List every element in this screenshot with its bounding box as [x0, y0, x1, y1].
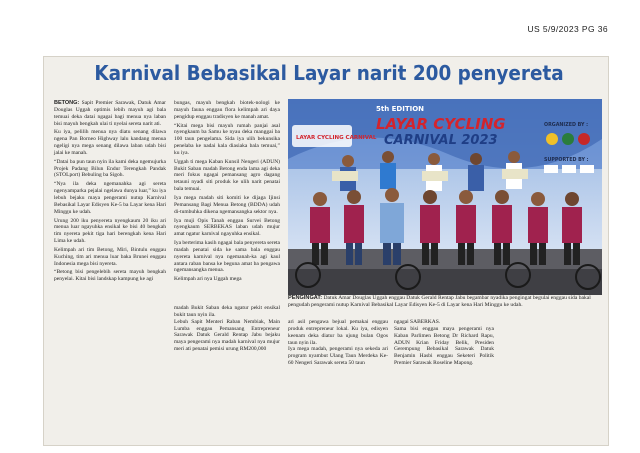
paragraph: “Kitai mega bisi mayuh rumah panjai asal nyengkaum ba Samu ke nyau deka manggai ba 100 taun pengelama. Sida iya ulih bekunsika penelaba ke nadai kala diasiaka bala temuai,” ku iya.	[174, 122, 280, 156]
organized-by-label: ORGANIZED BY :	[544, 123, 589, 128]
paragraph: “Nya ila deka ngemanahka agi sereta ngenyamparka pejalai ngelawa dunya luar,” ku iya lebuh bejaku maya pengerami nutup Karnival Bebasikal Layar Edisyen Ke-5 ba Layar kena Hari Minggu ke udah.	[54, 181, 166, 215]
event-logo: LAYAR CYCLING CARNIVAL	[296, 135, 377, 141]
paragraph: “Datai ba pun taun nyin ila kami deka ngemujurka Projek Padang Bilun Endur Terengkah Pandak (STOLport) Bebuling ba Sigoh.	[54, 158, 166, 179]
sponsor-logo	[546, 133, 558, 145]
paragraph: Kelimpah ari nya Uggah mega	[174, 276, 242, 283]
paragraph: bungas, mayuh bengkah biotek-nologi ke mayuh fauna enggau flora kelimpah ari daya pengidup enggau tradisyen ke manah amat.	[174, 100, 280, 120]
caption-text: Datuk Amar Douglas Uggah enggau Datuk Gerald Rentap Jabu begambar nyadika pengingat begulai enggau sida bakal pengudah pengerami nutup Karnival Bebasikal Layar Edisyen Ke-5 di Layar kena Hari Minggu ke udah.	[288, 295, 591, 308]
paragraph: Ku iya, pelilih menua nya diatu senang dilawa ngena Pan Borneo Highway lalu kandang menua ngeligi nya mega senang dilawa laban udah bisi jalai ke manah.	[54, 129, 166, 156]
event-photo	[288, 99, 602, 295]
paragraph: Kelimpah ari tim Betong, Miri, Bintulu enggau Kuching, tim ari menua luar baka Brunei enggau Indonesia mega bisi nyereta.	[54, 246, 166, 267]
paragraph: Uggah ti mega Kaban Kunsil Nengeri (ADUN) Bukit Saban madah Betong enda lama agi deka meri fokus ngagai pemansang agro dagang tetauni nyadi siti produk ke ulih narit penatai bala temuai.	[174, 158, 280, 193]
paragraph: Iya berterima kasih ngagai bala penyereta sereta madah penatai sida ke sama bala enggau nyereta karnival nya ngemanah-ka agi kaul antara raban bansa ke beguna amat ba pengawa ngemansangka menua.	[174, 240, 280, 274]
article-column-1	[54, 100, 166, 285]
event-title-line2: CARNIVAL 2023	[384, 133, 498, 148]
sponsor-logo	[578, 133, 590, 145]
event-title-line1: LAYAR CYCLING	[376, 115, 506, 133]
paragraph: Iya mega madah siti komiti ke dijaga Ijinsi Pemansang Bagi Menua Betong (BDDA) udah di-tumbuhka dikena ngemansangka sektor nya.	[174, 194, 280, 215]
dateline: BETONG:	[54, 100, 80, 106]
paragraph: Iya muji Opis Tanah enggau Survei Betong nyengkaum SERBEKAS laban udah mujur amat ngatur karnival ngayuhka ensikal.	[174, 217, 280, 238]
photo-illustration	[288, 99, 602, 295]
article-column-3: madah Bukit Saban deka ngatur pekit ensikal bukit taun nyin ila. Lebuh Sapit Menteri Raban Nembiak, Main Lumba enggau Pemansang Entrepreneur Sarawak Datuk Gerald Rentap Jabu bejaku maya pengerami nya madah karnival nya mujur meri ati penatai pemisi urung RM200,000	[174, 305, 280, 353]
sponsor-logo	[544, 165, 558, 173]
paragraph: “Betong bisi pengelebih sereta mayuh bengkah penyelai. Kitai bisi landskap kampung ke agi	[54, 269, 166, 283]
article-column-5: ngagai SABERKAS. Sama bisi enggau maya pengerami nya Kaban Parlimen Betong Dr Richard Rapu, ADUN Krian Friday Belik, Presiden Gerempung Bebasikal Sarawak Datuk Benjamin Hasbi enggau Seketeri Politik Premier Sarawak Roseline Mapong.	[394, 319, 494, 367]
supported-by-label: SUPPORTED BY :	[544, 158, 589, 163]
newspaper-clipping	[44, 57, 608, 445]
photo-caption	[288, 295, 602, 309]
caption-label: PENGINGAT:	[288, 295, 323, 301]
sponsor-logo	[562, 133, 574, 145]
article-headline: Karnival Bebasikal Layar narit 200 penyereta	[94, 61, 564, 85]
article-column-4: ari asil pengawa bejual pemakai enggau produk entrepreneur lokal. Ku iya, edisyen keenam deka diatur ba ujung bulan Ogos taun nyin ila. Iya mega madah, pengerami nya sekeda ari program nyambut Ulang Taun Merdeka Ke-60 Nengeri Sarawak sereta 50 taun	[288, 319, 388, 367]
date-page-stamp: US 5/9/2023 PG 36	[527, 24, 608, 34]
sponsor-logo	[562, 165, 576, 173]
paragraph: Urung 200 iku penyereta nyengkaum 20 iku ari menua luar ngayuhka ensikal ke bisi 40 bengkah tim nyereta pekit tiga hari berengkah kena Hari Lima ke udah.	[54, 217, 166, 245]
sponsor-logo	[580, 165, 594, 173]
article-column-2	[174, 100, 280, 285]
lead-paragraph: BETONG: Sapit Premier Sarawak, Datuk Amar Douglas Uggah optimis lebih mayuh agi bala temuai deka datai ngagai bagi menua nya laban bisi mayuh bengkah ulai ti nyelai sereta narit ati.	[54, 100, 166, 127]
edition-label: 5th EDITION	[376, 105, 425, 113]
